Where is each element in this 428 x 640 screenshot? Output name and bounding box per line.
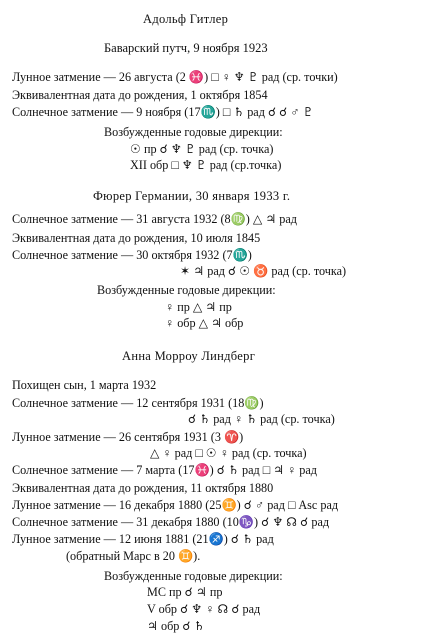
text-line: Солнечное затмение — 7 марта (17♓) ☌ ♄ рад □ ♃ ♀ рад xyxy=(12,463,318,477)
section-subtitle: Баварский путч, 9 ноября 1923 xyxy=(104,41,268,55)
section-title: Анна Морроу Линдберг xyxy=(122,349,256,363)
direction-line: XII обр □ ♆ ♇ рад (ср.точка) xyxy=(130,158,282,172)
text-line: Похищен сын, 1 марта 1932 xyxy=(12,378,157,392)
text-line: Солнечное затмение — 31 декабря 1880 (10♑) ☌ ♆ ☊ ☌ рад xyxy=(12,515,330,529)
text-line: Лунное затмение — 12 июня 1881 (21♐) ☌ ♄ рад xyxy=(12,532,274,546)
text-line: Лунное затмение — 26 сентября 1931 (3 ♈) xyxy=(12,430,244,444)
direction-line: MC пр ☌ ♃ пр xyxy=(147,585,223,599)
text-line: Солнечное затмение — 12 сентября 1931 (18♍) xyxy=(12,396,264,410)
text-line: Солнечное затмение — 30 октября 1932 (7♏) xyxy=(12,248,252,262)
section-title: Адольф Гитлер xyxy=(143,12,229,26)
direction-line: ♃ обр ☌ ♄ xyxy=(147,619,205,633)
direction-line: ♀ обр △ ♃ обр xyxy=(165,316,244,330)
text-line: △ ♀ рад □ ☉ ♀ рад (ср. точка) xyxy=(150,446,307,460)
text-line: ✶ ♃ рад ☌ ☉ ♉ рад (ср. точка) xyxy=(180,264,347,278)
direction-line: ♀ пр △ ♃ пр xyxy=(165,300,232,314)
direction-line: ☉ пр ☌ ♆ ♇ рад (ср. точка) xyxy=(130,142,274,156)
text-line: Эквивалентная дата до рождения, 10 июля 1845 xyxy=(12,231,261,245)
text-line: Лунное затмение — 16 декабря 1880 (25♊) ☌ ♂ рад □ Asc рад xyxy=(12,498,339,512)
text-line: ☌ ♄ рад ♀ ♄ рад (ср. точка) xyxy=(188,412,335,426)
section-title: Фюрер Германии, 30 января 1933 г. xyxy=(93,189,291,203)
section-heading: Возбужденные годовые дирекции: xyxy=(104,569,283,583)
section-heading: Возбужденные годовые дирекции: xyxy=(97,283,276,297)
section-heading: Возбужденные годовые дирекции: xyxy=(104,125,283,139)
direction-line: V обр ☌ ♆ ♀ ☊ ☌ рад xyxy=(147,602,261,616)
text-line: Солнечное затмение — 31 августа 1932 (8♍) △ ♃ рад xyxy=(12,212,297,226)
text-line: Эквивалентная дата до рождения, 1 октября 1854 xyxy=(12,88,268,102)
text-line: Лунное затмение — 26 августа (2 ♓) □ ♀ ♆ ♇ рад (ср. точки) xyxy=(12,70,338,84)
text-line: Солнечное затмение — 9 ноября (17♏) □ ♄ рад ☌ ☌ ♂ ♇ xyxy=(12,105,314,119)
text-line: Эквивалентная дата до рождения, 11 октября 1880 xyxy=(12,481,274,495)
text-line: (обратный Марс в 20 ♊). xyxy=(66,549,201,563)
